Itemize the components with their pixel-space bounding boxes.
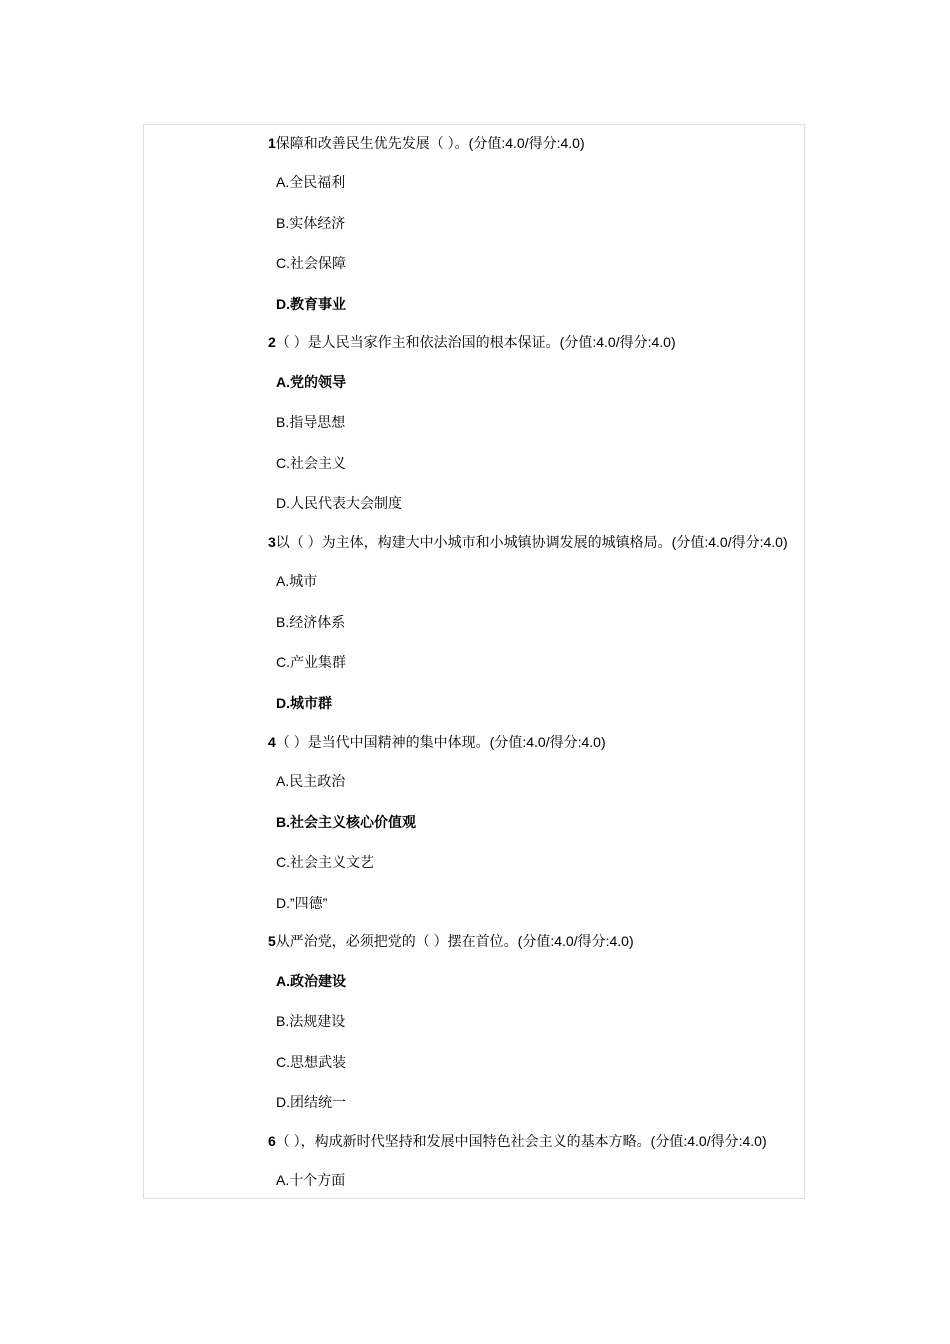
- option-5b: B.法规建设: [276, 1013, 346, 1029]
- question-5: [268, 932, 634, 950]
- option-5d: D.团结统一: [276, 1094, 346, 1110]
- document-frame: [143, 124, 805, 1199]
- option-1d: D.教育事业: [276, 296, 346, 312]
- question-text: 以（ ）为主体，构建大中小城市和小城镇协调发展的城镇格局。(分值:4.0/得分:4.0): [275, 534, 788, 550]
- question-text: （ ）是人民当家作主和依法治国的根本保证。(分值:4.0/得分:4.0): [275, 334, 676, 350]
- option-3b: B.经济体系: [276, 614, 346, 630]
- option-5a: A.政治建设: [276, 973, 346, 989]
- option-5c: C.思想武装: [276, 1054, 346, 1070]
- question-text: 保障和改善民生优先发展（ ）。(分值:4.0/得分:4.0): [275, 135, 585, 151]
- option-4c: C.社会主义文艺: [276, 854, 374, 870]
- question-text: （ ）是当代中国精神的集中体现。(分值:4.0/得分:4.0): [275, 734, 606, 750]
- question-3: [268, 533, 788, 551]
- question-number: 2: [268, 334, 276, 350]
- option-2d: D.人民代表大会制度: [276, 495, 402, 511]
- option-2c: C.社会主义: [276, 455, 346, 471]
- question-text: （ ），构成新时代坚持和发展中国特色社会主义的基本方略。(分值:4.0/得分:4.0): [275, 1133, 767, 1149]
- question-number: 4: [268, 734, 276, 750]
- question-number: 1: [268, 135, 276, 151]
- question-4: [268, 733, 606, 751]
- question-number: 6: [268, 1133, 276, 1149]
- option-3c: C.产业集群: [276, 654, 346, 670]
- option-2b: B.指导思想: [276, 414, 346, 430]
- option-1c: C.社会保障: [276, 255, 346, 271]
- option-2a: A.党的领导: [276, 374, 346, 390]
- question-text: 从严治党，必须把党的（ ）摆在首位。(分值:4.0/得分:4.0): [275, 933, 634, 949]
- option-4d: D.”四德”: [276, 895, 328, 911]
- option-3a: A.城市: [276, 573, 318, 589]
- option-6a: A.十个方面: [276, 1172, 346, 1188]
- option-3d: D.城市群: [276, 695, 332, 711]
- question-number: 3: [268, 534, 276, 550]
- question-6: [268, 1132, 767, 1150]
- question-number: 5: [268, 933, 276, 949]
- option-4a: A.民主政治: [276, 773, 346, 789]
- question-2: [268, 333, 676, 351]
- question-1: [268, 134, 585, 152]
- option-1a: A.全民福利: [276, 174, 346, 190]
- option-1b: B.实体经济: [276, 215, 346, 231]
- option-4b: B.社会主义核心价值观: [276, 814, 416, 830]
